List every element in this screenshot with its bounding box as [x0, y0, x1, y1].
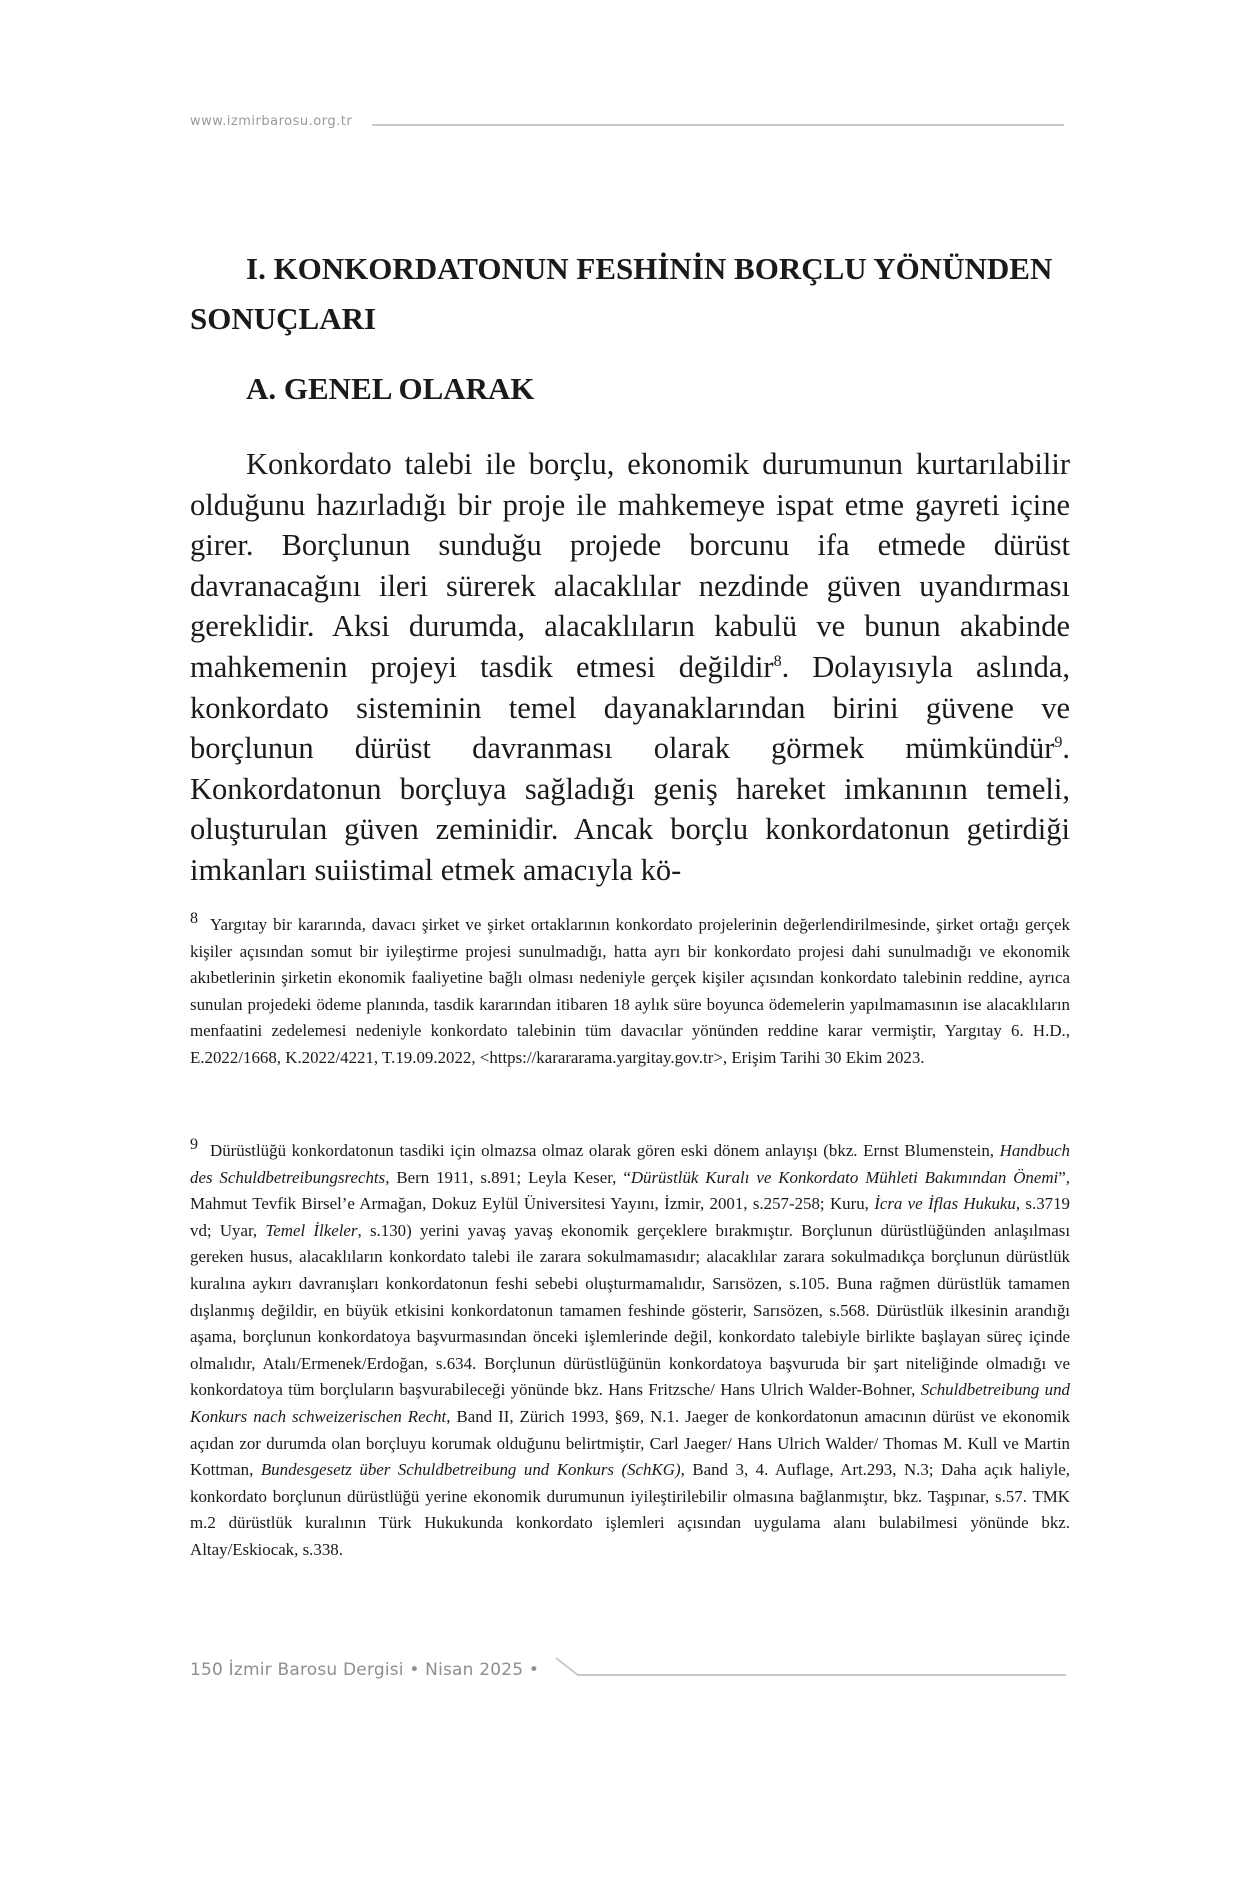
- footnote-text: , s.130) yerini yavaş yavaş ekonomik gerçeklere bırakmıştır. Borçlunun dürüstlüğünden anlaşılması gereken husus, alacaklıların konkordato talebi ile zarara sokulmamasıdır; alacaklılar zarara sokulmadıkça borçlunun dürüstlük kuralına aykırı davranışları konkordatonun feshi sebebi oluşturmamalıdır, Sarısözen, s.105. Buna rağmen dürüstlük tamamen dışlanmış değildir, en büyük etkisini konkordatonun tamamen feshinde gösterir, Sarısözen, s.568. Dürüstlük ilkesinin arandığı aşama, borçlunun konkordatoya başvurmasından önceki işlemlerinde değil, konkordato talebiyle birlikte başlayan süreç içinde olmalıdır, Atalı/Ermenek/Erdoğan, s.634. Borçlunun dürüstlüğünün konkordatoya başvuruda bir şart niteliğinde olmadığı ve konkordatoya tüm borçluların başvurabileceği yönünde bkz. Hans Fritzsche/ Hans Ulrich Walder-Bohner,: [190, 1220, 1071, 1400]
- citation-title: Bundesgesetz über Schuldbetreibung und Konkurs (SchKG): [260, 1460, 681, 1480]
- footnote-text: Yargıtay bir kararında, davacı şirket ve şirket ortaklarının konkordato projelerinin değerlendirilmesinde, şirket ortağı gerçek kişiler açısından somut bir iyileştirme projesi sunulmadığı, hatta ayrı bir konkordato projesi dahi sunulmadığı ve ekonomik akıbetlerinin şirketin ekonomik faaliyetine bağlı olması nedeniyle gerçek kişiler açısından konkordato talebinin reddine, ayrıca sunulan projedeki ödeme planında, tasdik kararından itibaren 18 aylık süre boyunca ödemelerin yapılmamasının ise alacaklıların menfaatini zedelemesi nedeniyle konkordato talebinin tüm davacılar yönünden reddine karar vermiştir, Yargıtay 6. H.D., E.2022/1668, K.2022/4221, T.19.09.2022, <https://karararama.yargitay.gov.tr>, Erişim Tarihi 30 Ekim 2023.: [190, 915, 1070, 1067]
- header-url: www.izmirbarosu.org.tr: [190, 114, 353, 129]
- footnote-number: 9: [190, 1136, 198, 1153]
- body-text-part-2: . Dolayısıyla aslında, konkordato sisteminin temel dayanaklarından birini güvene ve borçlunun dürüst davranması olarak görmek mümkündür: [190, 649, 1070, 766]
- body-paragraph: [190, 444, 1070, 891]
- section-heading: I. KONKORDATONUN FESHİNİN BORÇLU YÖNÜNDEN SONUÇLARI: [190, 251, 1053, 336]
- footnote-ref-9: 9: [1054, 734, 1063, 751]
- footnote-text: , Bern 1911, s.891; Leyla Keser, “: [385, 1167, 631, 1187]
- body-text-part-1: Konkordato talebi ile borçlu, ekonomik durumunun kurtarılabilir olduğunu hazırladığı bir proje ile mahkemeye ispat etme gayreti içine girer. Borçlunun sunduğu projede borcunu ifa etmede dürüst davranacağını ileri sürerek alacaklılar nezdinde güven uyandırması gereklidir. Aksi durumda, alacaklıların kabulü ve bunun akabinde mahkemenin projeyi tasdik etmesi değildir: [190, 447, 1070, 684]
- footnote-ref-8: 8: [773, 652, 782, 670]
- footnote-text: ”, Mahmut Tevfik Birsel’e Armağan, Dokuz Eylül Üniversitesi Yayını, İzmir, 2001, s.257-258; Kuru,: [190, 1167, 1070, 1214]
- footnote-text: , Band 3, 4. Auflage, Art.293, N.3; Daha açık haliyle, konkordato borçlunun dürüstlüğü yerine ekonomik durumunun iyileştirilebilir olmasına bağlanmıştır, bkz. Taşpınar, s.57. TMK m.2 dürüstlük kuralının Türk Hukukunda konkordato işlemleri açısından uygulama alanı bulabilmesi yönünde bkz. Altay/Eskiocak, s.338.: [190, 1460, 1070, 1559]
- citation-title: Dürüstlük Kuralı ve Konkordato Mühleti Bakımından Önemi: [630, 1167, 1059, 1187]
- footnote-text: , Band II, Zürich 1993, §69, N.1. Jaeger de konkordatonun amacının dürüst ve ekonomik açıdan zor durumda olan borçluyu korumak olduğunu belirtmiştir, Carl Jaeger/ Hans Ulrich Walder/ Thomas M. Kull ve Martin Kottman,: [190, 1406, 1071, 1480]
- footnote-text: , s.3719 vd; Uyar,: [190, 1194, 1070, 1240]
- footnote-8: [190, 912, 1070, 1072]
- body-text-part-3: . Konkordatonun borçluya sağladığı geniş hareket imkanının temeli, oluşturulan güven zeminidir. Ancak borçlu konkordatonun getirdiği imkanları suiistimal etmek amacıyla kö-: [190, 731, 1070, 887]
- citation-title: İcra ve İflas Hukuku: [874, 1194, 1016, 1214]
- header-divider: [372, 124, 1064, 126]
- footnote-number: 8: [190, 910, 198, 927]
- subsection-heading: A. GENEL OLARAK: [246, 371, 535, 406]
- citation-title: Temel İlkeler: [265, 1220, 358, 1240]
- footer-page-info: 150 İzmir Barosu Dergisi • Nisan 2025 •: [190, 1660, 540, 1680]
- citation-title: Handbuch des Schuldbetreibungsrechts: [190, 1141, 1070, 1187]
- footnote-text: Dürüstlüğü konkordatonun tasdiki için olmazsa olmaz olarak gören eski dönem anlayışı (bkz. Ernst Blumenstein,: [210, 1141, 1000, 1160]
- citation-title: Schuldbetreibung und Konkurs nach schweizerischen Recht: [190, 1380, 1070, 1426]
- footer-divider: [578, 1674, 1066, 1676]
- footer-divider-angle: [555, 1657, 578, 1676]
- footnote-9: [190, 1138, 1070, 1564]
